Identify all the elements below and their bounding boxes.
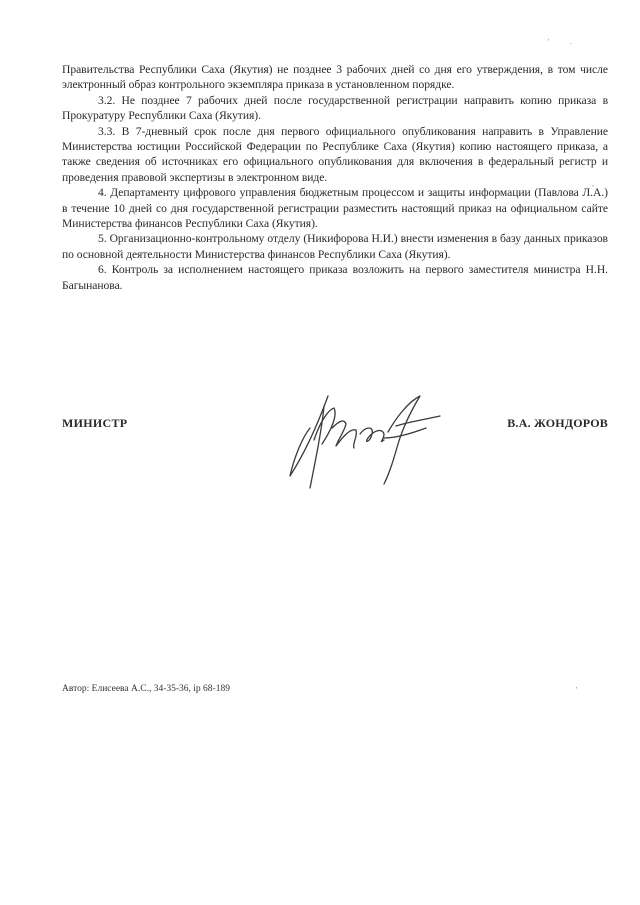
signatory-name: В.А. ЖОНДОРОВ xyxy=(507,416,608,430)
signatory-title: МИНИСТР xyxy=(62,416,128,430)
scan-artifact: ' xyxy=(576,686,578,694)
order-body-text xyxy=(62,62,608,293)
paragraph-6: 6. Контроль за исполнением настоящего приказа возложить на первого заместителя министра Н.Н. Багынанова. xyxy=(62,263,608,292)
paragraph-continuation: Правительства Республики Саха (Якутия) не позднее 3 рабочих дней со дня его утверждения, в том числе электронный образ контрольного экземпляра приказа в установленном порядке. xyxy=(62,63,608,92)
author-note: Автор: Елисеева А.С., 34-35-36, ip 68-189 xyxy=(62,684,230,694)
paragraph-4: 4. Департаменту цифрового управления бюджетным процессом и защиты информации (Павлова Л.А.) в течение 10 дней со дня государственной регистрации разместить настоящий приказ на официальном сайте Министерства финансов Республики Саха (Якутия). xyxy=(62,186,608,231)
paragraph-5: 5. Организационно-контрольному отделу (Никифорова Н.И.) внести изменения в базу данных приказов по основной деятельности Министерства финансов Республики Саха (Якутия). xyxy=(62,232,608,261)
scan-artifact: . xyxy=(570,38,572,46)
handwritten-signature xyxy=(280,388,460,498)
scan-artifact: , xyxy=(592,180,594,188)
paragraph-3-3: 3.3. В 7-дневный срок после дня первого официального опубликования направить в Управление Министерства юстиции Российской Федерации по Республике Саха (Якутия) копию настоящего приказа, а также сведения об источниках его официального опубликования для включения в федеральный регистр и проведения правовой экспертизы в электронном виде. xyxy=(62,124,608,184)
paragraph-3-2: 3.2. Не позднее 7 рабочих дней после государственной регистрации направить копию приказа в Прокуратуру Республики Саха (Якутия). xyxy=(62,93,608,123)
scan-artifact: ' xyxy=(548,38,550,46)
